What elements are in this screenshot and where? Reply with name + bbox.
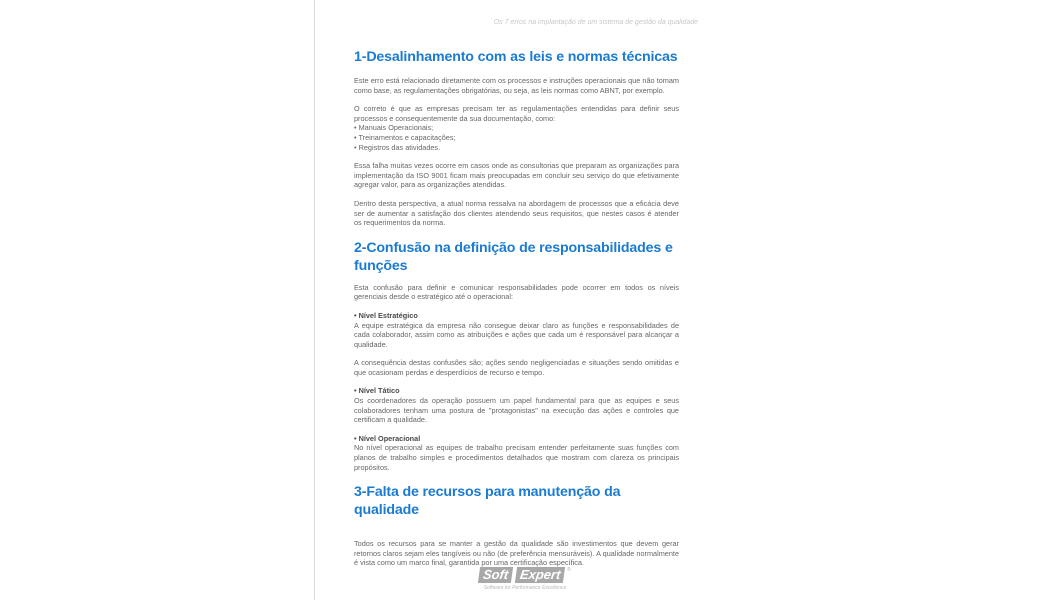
list-item: • Manuais Operacionais; bbox=[354, 123, 434, 133]
section-2-paragraph-2: A consequência destas confusões são; ações sendo negligenciadas e situações sendo omitidas e que ocasionam perdas e desperdícios de recurso e tempo. bbox=[354, 358, 679, 377]
softexpert-logo bbox=[471, 566, 579, 591]
subheading-nivel-operacional: • Nível Operacional bbox=[354, 433, 421, 443]
running-header: Os 7 erros na implantação de um sistema de gestão da qualidade bbox=[493, 19, 698, 26]
section-2-title: 2-Confusão na definição de responsabilidades e funções bbox=[354, 239, 673, 274]
logo-word-soft: Soft bbox=[478, 567, 514, 583]
subheading-nivel-tatico: • Nível Tático bbox=[354, 386, 400, 396]
section-1-list bbox=[354, 123, 679, 152]
section-1-paragraph-1: Este erro está relacionado diretamente com os processos e instruções operacionais que não tomam como base, as regulamentações obrigatórias, ou seja, as leis normas como ABNT, por exemplo. bbox=[354, 76, 679, 95]
document-page bbox=[314, 0, 715, 600]
section-1-paragraph-2: O correto é que as empresas precisam ter as regulamentações entendidas para definir seus processos e consequentemente da sua documentação, como: bbox=[354, 104, 679, 123]
section-3-title: 3-Falta de recursos para manutenção da qualidade bbox=[354, 484, 621, 519]
logo-word-expert: Expert bbox=[514, 567, 565, 583]
page-content bbox=[354, 48, 679, 568]
section-1-paragraph-3: Essa falha muitas vezes ocorre em casos onde as consultorias que preparam as organizações para implementação da ISO 9001 ficam mais preocupadas em concluir seu serviço do que efetivamente agregar valor, para as organizações atendidas. bbox=[354, 161, 679, 190]
section-1-title: 1-Desalinhamento com as leis e normas técnicas bbox=[354, 49, 678, 65]
nivel-operacional-text: No nível operacional as equipes de trabalho precisam entender perfeitamente suas funções com planos de trabalho simples e procedimentos detalhados que mostram com clareza os principais propósitos. bbox=[354, 443, 679, 472]
nivel-estrategico-text: A equipe estratégica da empresa não consegue deixar claro as funções e responsabilidades de cada colaborador, assim como as atribuições e ações que cada um é responsável para alcançar a qualidade. bbox=[354, 320, 679, 349]
list-item: • Treinamentos e capacitações; bbox=[354, 132, 456, 142]
list-item: • Registros das atividades. bbox=[354, 142, 441, 152]
nivel-tatico-text: Os coordenadores da operação possuem um papel fundamental para que as equipes e seus colaboradores tenham uma postura de "protagonistas" na execução das ações e controles que certificam a qualidade. bbox=[354, 396, 679, 425]
section-3-paragraph-1: Todos os recursos para se manter a gestão da qualidade são investimentos que devem gerar retornos claros sejam eles tangíveis ou não (de preferência mensuráveis). A qualidade normalmente é vista como um marco final, garantida por uma certificação específica. bbox=[354, 539, 679, 568]
registered-mark-icon: ® bbox=[567, 567, 571, 573]
section-1-paragraph-4: Dentro desta perspectiva, a atual norma ressalva na abordagem de processos que a eficácia deve ser de aumentar a satisfação dos clientes atendendo seus requisitos, que nestes casos é atender os requerimentos da norma. bbox=[354, 198, 679, 228]
logo-tagline: Software for Performance Excellence bbox=[483, 585, 567, 591]
section-2-paragraph-1: Esta confusão para definir e comunicar responsabilidades pode ocorrer em todos os níveis gerenciais desde o estratégico até o operacional: bbox=[354, 282, 679, 302]
subheading-nivel-estrategico: • Nível Estratégico bbox=[354, 310, 418, 320]
